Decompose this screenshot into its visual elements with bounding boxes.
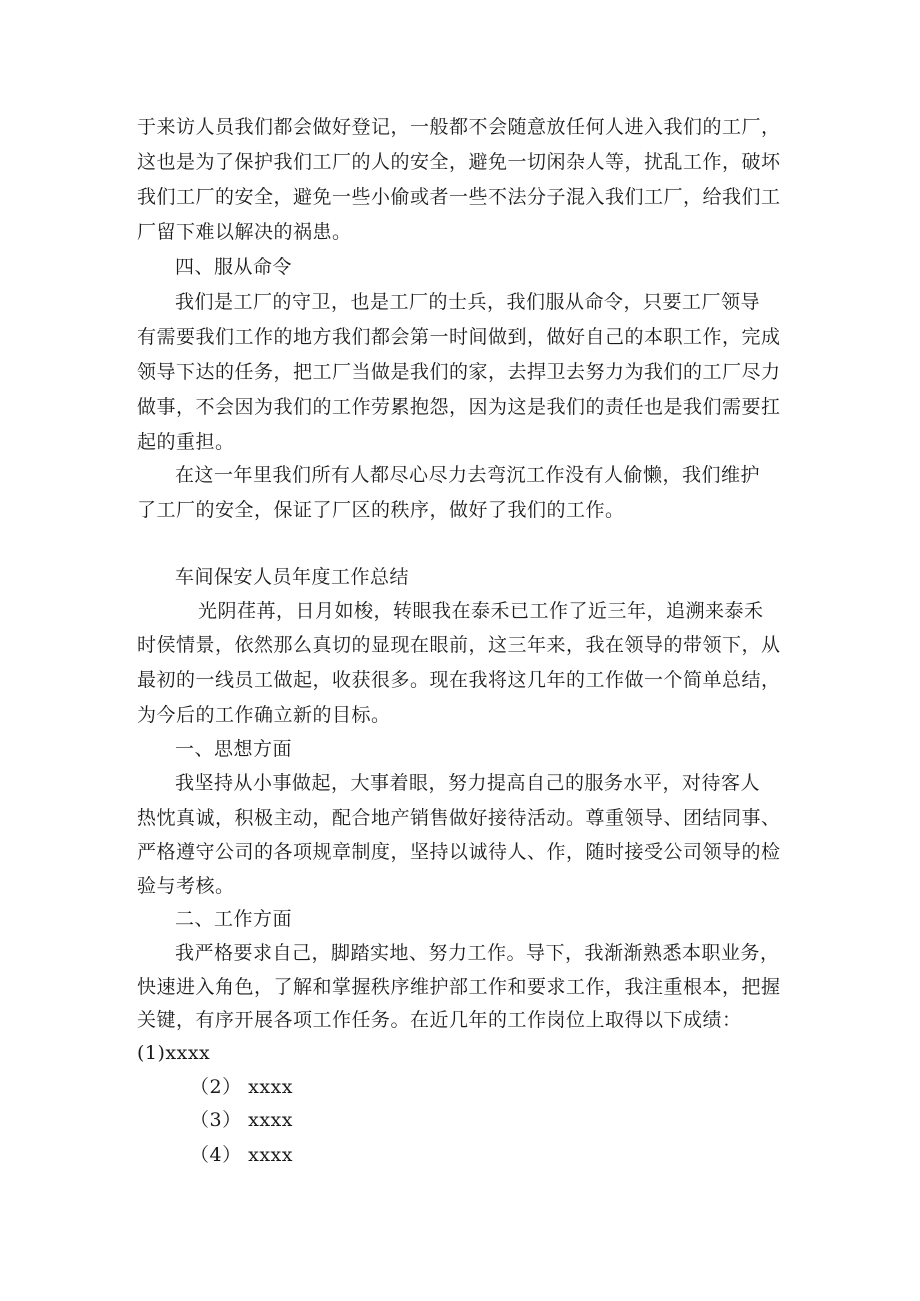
body-text-line: 为今后的工作确立新的目标。 [137, 704, 391, 726]
list-item: (1)xxxx [137, 1042, 211, 1064]
body-text-line: 在这一年里我们所有人都尽心尽力去弯沉工作没有人偷懒，我们维护 [175, 464, 761, 486]
body-text-line: 这也是为了保护我们工厂的人的安全，避免一切闲杂人等，扰乱工作，破坏 [137, 151, 781, 173]
body-text-line: 领导下达的任务，把工厂当做是我们的家，去捍卫去努力为我们的工厂尽力 [137, 361, 781, 383]
section-heading: 二、工作方面 [175, 908, 293, 930]
body-text-line: 起的重担。 [137, 431, 235, 453]
body-text-line: 于来访人员我们都会做好登记，一般都不会随意放任何人进入我们的工厂， [137, 116, 781, 138]
list-item: （4） xxxx [190, 1144, 293, 1166]
section-heading: 一、思想方面 [175, 738, 293, 760]
body-text-line: 光阴荏苒，日月如梭，转眼我在泰禾已工作了近三年，追溯来泰禾 [198, 600, 764, 622]
body-text-line: 我们工厂的安全，避免一些小偷或者一些不法分子混入我们工厂，给我们工 [137, 186, 781, 208]
document-title: 车间保安人员年度工作总结 [175, 566, 410, 588]
body-text-line: 时侯情景，依然那么真切的显现在眼前，这三年来，我在领导的带领下，从 [137, 634, 781, 656]
body-text-line: 我们是工厂的守卫，也是工厂的士兵，我们服从命令，只要工厂领导 [175, 291, 761, 313]
body-text-line: 快速进入角色，了解和掌握秩序维护部工作和要求工作，我注重根本，把握 [137, 976, 781, 998]
body-text-line: 做事，不会因为我们的工作劳累抱怨，因为这是我们的责任也是我们需要扛 [137, 396, 781, 418]
body-text-line: 关键，有序开展各项工作任务。在近几年的工作岗位上取得以下成绩： [137, 1009, 742, 1031]
body-text-line: 热忱真诚，积极主动，配合地产销售做好接待活动。尊重领导、团结同事、 [137, 807, 781, 829]
body-text-line: 严格遵守公司的各项规章制度，坚持以诚待人、作，随时接受公司领导的检 [137, 841, 781, 863]
body-text-line: 我严格要求自己，脚踏实地、努力工作。导下，我渐渐熟悉本职业务， [175, 942, 780, 964]
body-text-line: 我坚持从小事做起，大事着眼，努力提高自己的服务水平，对待客人 [175, 772, 761, 794]
body-text-line: 厂留下难以解决的祸患。 [137, 221, 352, 243]
body-text-line: 验与考核。 [137, 875, 235, 897]
section-heading: 四、服从命令 [175, 256, 293, 278]
body-text-line: 了工厂的安全，保证了厂区的秩序，做好了我们的工作。 [137, 499, 625, 521]
body-text-line: 有需要我们工作的地方我们都会第一时间做到，做好自己的本职工作，完成 [137, 326, 781, 348]
list-item: （2） xxxx [190, 1076, 293, 1098]
body-text-line: 最初的一线员工做起，收获很多。现在我将这几年的工作做一个简单总结， [137, 669, 781, 691]
list-item: （3） xxxx [190, 1109, 293, 1131]
